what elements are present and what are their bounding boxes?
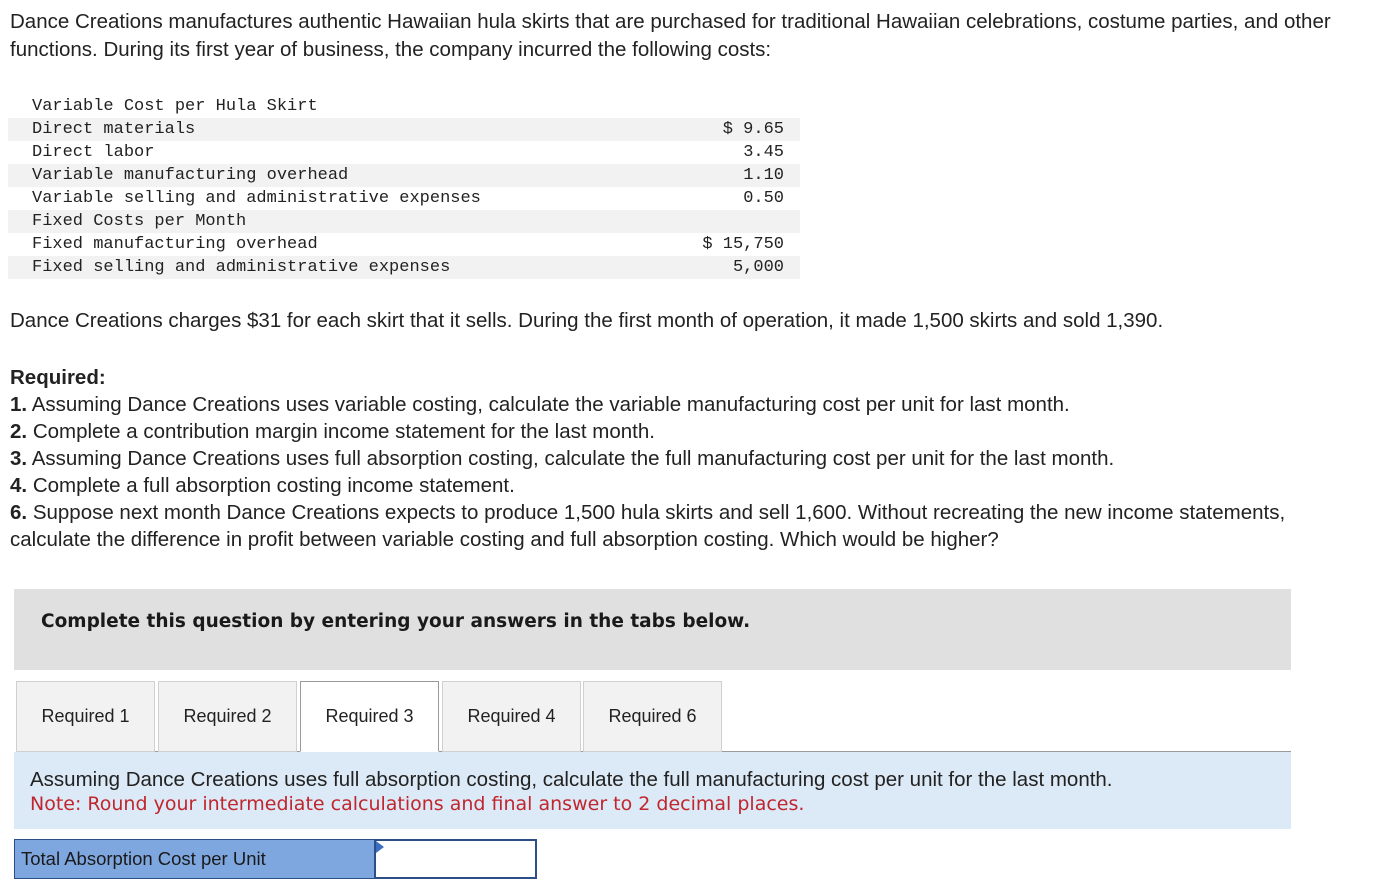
cost-value: 3.45	[743, 143, 784, 162]
cost-label: Variable selling and administrative expenses	[32, 189, 481, 208]
tab-required-4[interactable]: Required 4	[442, 681, 581, 752]
cost-value	[544, 210, 800, 233]
cost-row-header-fixed	[8, 210, 800, 233]
cost-value: 5,000	[544, 256, 800, 279]
required-item	[10, 499, 1360, 553]
instruction-text: Complete this question by entering your answers in the tabs below.	[41, 611, 751, 632]
tab-bar	[16, 681, 1291, 752]
cost-row-fixed-selling	[8, 256, 800, 279]
tab-required-3[interactable]: Required 3	[300, 681, 439, 752]
cost-label: Direct labor	[32, 143, 155, 162]
cost-label: Direct materials	[8, 118, 544, 141]
required-item-text: Assuming Dance Creations uses full absorption costing, calculate the full manufacturing cost per unit for the last month.	[31, 447, 1115, 470]
required-item-number: 1.	[10, 393, 28, 416]
required-item-text: Complete a contribution margin income statement for the last month.	[32, 420, 655, 443]
instruction-banner	[14, 589, 1291, 670]
required-item	[10, 391, 1360, 418]
cost-value: 0.50	[743, 189, 784, 208]
cost-table	[8, 95, 800, 279]
cost-row-direct-materials	[8, 118, 800, 141]
required-item	[10, 472, 1360, 499]
input-marker-icon	[376, 841, 384, 853]
required-list	[10, 364, 1360, 553]
required-item	[10, 418, 1360, 445]
required-item-text: Complete a full absorption costing income statement.	[32, 474, 515, 497]
required-item-number: 2.	[10, 420, 28, 443]
tab-required-1[interactable]: Required 1	[16, 681, 155, 752]
cost-row-header-variable	[8, 95, 800, 118]
answer-label: Total Absorption Cost per Unit	[14, 839, 382, 879]
required-heading: Required:	[10, 366, 106, 389]
required-item	[10, 445, 1360, 472]
tab-panel	[14, 752, 1291, 829]
absorption-cost-input[interactable]	[374, 839, 537, 879]
required-item-text: Suppose next month Dance Creations expects to produce 1,500 hula skirts and sell 1,600. Without recreating the new income statements, calculate the difference in profit between variable costing and full absorption costing. Which would be higher?	[10, 501, 1286, 551]
cost-label: Fixed manufacturing overhead	[32, 235, 318, 254]
cost-row-fixed-overhead	[8, 233, 800, 256]
tab-required-6[interactable]: Required 6	[583, 681, 722, 752]
cost-value: $ 15,750	[702, 235, 784, 254]
cost-label: Variable manufacturing overhead	[8, 164, 544, 187]
panel-question: Assuming Dance Creations uses full absorption costing, calculate the full manufacturing cost per unit for the last month.	[30, 768, 1113, 791]
cost-label: Fixed selling and administrative expenses	[8, 256, 544, 279]
cost-row-variable-selling	[8, 187, 800, 210]
required-item-number: 3.	[10, 447, 28, 470]
cost-value: $ 9.65	[544, 118, 800, 141]
cost-value: 1.10	[544, 164, 800, 187]
required-item-number: 6.	[10, 501, 28, 524]
cost-label: Fixed Costs per Month	[8, 210, 544, 233]
tab-required-2[interactable]: Required 2	[158, 681, 297, 752]
answer-row	[14, 839, 524, 879]
cost-row-variable-overhead	[8, 164, 800, 187]
required-item-number: 4.	[10, 474, 28, 497]
cost-value	[544, 95, 800, 118]
required-item-text: Assuming Dance Creations uses variable costing, calculate the variable manufacturing cost per unit for last month.	[31, 393, 1070, 416]
problem-intro: Dance Creations manufactures authentic Hawaiian hula skirts that are purchased for traditional Hawaiian celebrations, costume parties, and other functions. During its first year of business, the company incurred the following costs:	[10, 10, 1331, 61]
price-statement: Dance Creations charges $31 for each skirt that it sells. During the first month of operation, it made 1,500 skirts and sold 1,390.	[10, 309, 1164, 332]
cost-row-direct-labor	[8, 141, 800, 164]
panel-note: Note: Round your intermediate calculations and final answer to 2 decimal places.	[30, 793, 805, 815]
cost-label: Variable Cost per Hula Skirt	[32, 97, 318, 116]
